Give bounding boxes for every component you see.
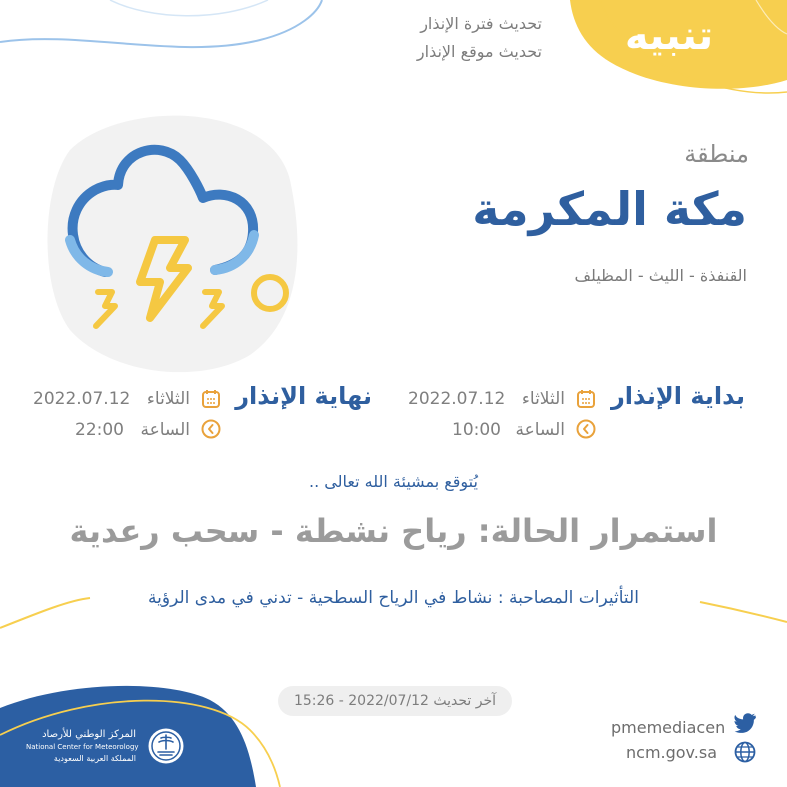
warning-start-time: 10:00: [452, 420, 501, 440]
country-name-ar: المملكة العربية السعودية: [53, 754, 136, 763]
calendar-icon: [201, 389, 221, 409]
ncm-logo-icon: [147, 727, 185, 765]
warning-start-date: 2022.07.12: [408, 389, 506, 409]
clock-icon: [201, 419, 221, 439]
clock-icon: [576, 419, 596, 439]
alert-badge: تنبيه: [624, 13, 714, 59]
globe-icon: [734, 741, 756, 763]
region-label: منطقة: [684, 140, 749, 168]
warning-end-day: الثلاثاء: [146, 389, 190, 409]
twitter-handle[interactable]: pmemediacen: [611, 718, 726, 737]
last-update-badge: آخر تحديث 2022/07/12 - 15:26: [278, 686, 512, 716]
org-name-en: National Center for Meteorology: [26, 743, 139, 751]
warning-end-date: 2022.07.12: [33, 389, 131, 409]
subregions-text: القنفذة - الليث - المظيلف: [574, 266, 747, 285]
status-text: استمرار الحالة: رياح نشطة - سحب رعدية: [69, 512, 718, 550]
region-name: مكة المكرمة: [472, 182, 747, 236]
expectation-text: يُتوقع بمشيئة الله تعالى ..: [309, 472, 478, 491]
org-name-ar: المركز الوطني للأرصاد: [42, 729, 136, 740]
warning-start-time-label: الساعة: [515, 420, 565, 440]
calendar-icon: [576, 389, 596, 409]
twitter-icon[interactable]: [734, 712, 758, 734]
warning-start-day: الثلاثاء: [521, 389, 565, 409]
update-period-text: تحديث فترة الإنذار: [420, 14, 542, 33]
warning-start-title: بداية الإنذار: [610, 382, 745, 410]
update-location-text: تحديث موقع الإنذار: [416, 42, 542, 61]
website-link[interactable]: ncm.gov.sa: [626, 743, 718, 762]
warning-end-time-label: الساعة: [140, 420, 190, 440]
warning-end-title: نهاية الإنذار: [235, 382, 372, 410]
effects-text: التأثيرات المصاحبة : نشاط في الرياح السطحية - تدني في مدى الرؤية: [148, 588, 639, 608]
warning-end-time: 22:00: [75, 420, 124, 440]
